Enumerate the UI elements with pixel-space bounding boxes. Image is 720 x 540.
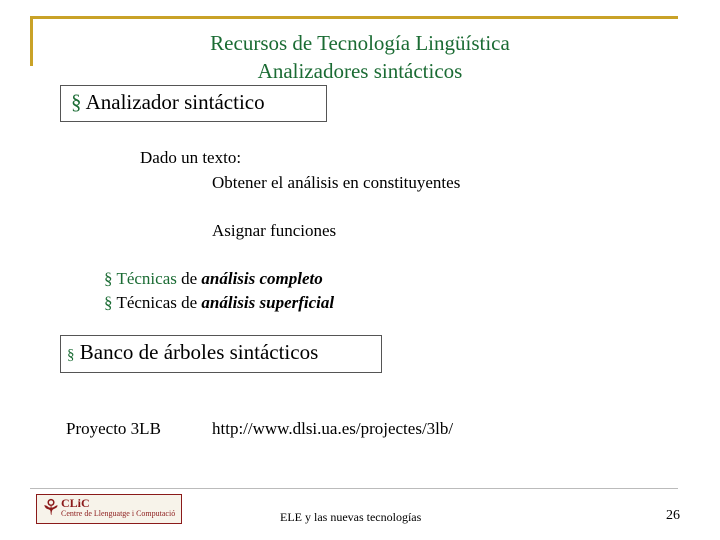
- project-name: Proyecto 3LB: [66, 419, 161, 438]
- slide-subtitle: Analizadores sintácticos: [257, 59, 463, 83]
- technique-item: [104, 269, 323, 289]
- technique-middle: de: [181, 269, 198, 288]
- section-box-analizador: [60, 85, 327, 122]
- technique-middle: de: [181, 293, 198, 312]
- section-label: Analizador sintáctico: [85, 90, 265, 114]
- project-url-link[interactable]: http://www.dlsi.ua.es/projectes/3lb/: [212, 419, 454, 438]
- section-box-banco: [60, 335, 382, 373]
- slide-title: Recursos de Tecnología Lingüística: [210, 31, 510, 55]
- footer-divider: [30, 488, 678, 489]
- task-constituents: Obtener el análisis en constituyentes: [212, 173, 461, 192]
- logo-subtitle: Centre de Llenguatge i Computació: [61, 509, 176, 518]
- bullet-icon: §: [67, 347, 75, 363]
- technique-prefix: Técnicas: [116, 293, 177, 312]
- bullet-icon: §: [104, 293, 113, 312]
- logo-title: CLiC: [61, 496, 90, 510]
- frame-top-line: [30, 16, 678, 19]
- logo-mark-icon: ⚘: [41, 495, 61, 520]
- bullet-icon: §: [104, 269, 113, 288]
- technique-emphasis: análisis completo: [201, 269, 323, 288]
- technique-prefix: Técnicas: [116, 269, 177, 288]
- task-functions: Asignar funciones: [212, 221, 337, 240]
- clic-logo: [36, 494, 182, 524]
- intro-text: Dado un texto:: [140, 148, 242, 167]
- bullet-icon: §: [71, 90, 82, 114]
- section-heading: [71, 90, 265, 115]
- section-label: Banco de árboles sintácticos: [79, 340, 319, 364]
- page-number: 26: [666, 508, 680, 523]
- technique-item: [104, 293, 334, 313]
- technique-emphasis: análisis superficial: [201, 293, 335, 312]
- footer-text: ELE y las nuevas tecnologías: [280, 510, 422, 524]
- section-heading: [67, 340, 318, 365]
